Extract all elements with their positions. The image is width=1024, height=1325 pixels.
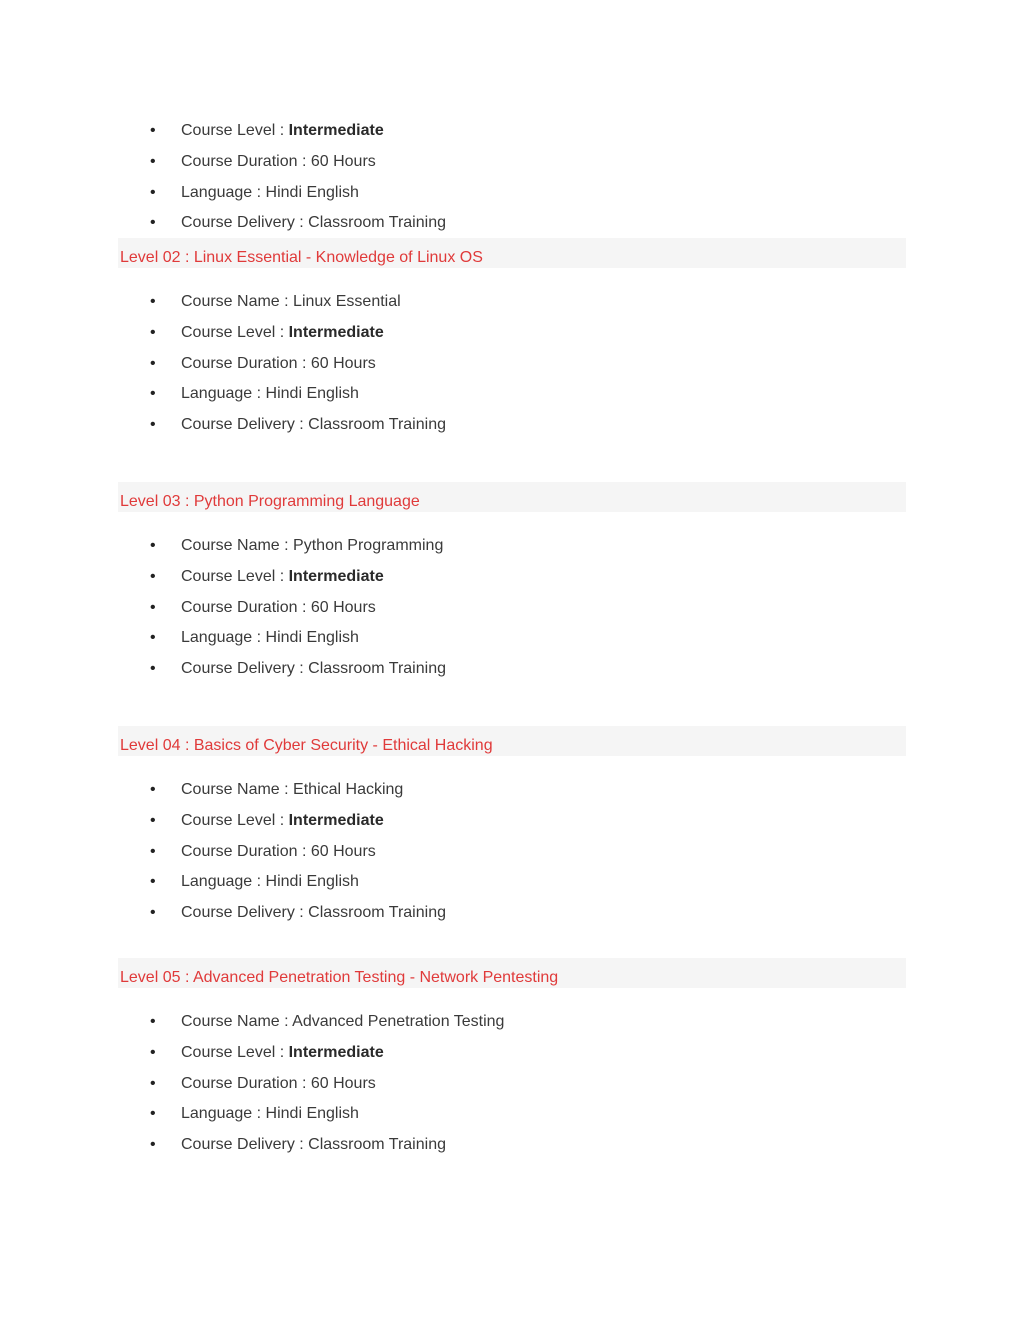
list-item [0, 562, 1024, 593]
item-value: 60 Hours [310, 598, 376, 616]
list-item [0, 410, 1024, 441]
section-heading: Level 05 : Advanced Penetration Testing - Network Pentesting [118, 958, 906, 988]
item-value: Classroom Training [308, 416, 446, 433]
item-value: Hindi English [265, 183, 359, 201]
list-item [0, 654, 1024, 685]
item-value: Python Programming [293, 537, 444, 554]
section-heading: Level 03 : Python Programming Language [118, 482, 906, 512]
item-value: Linux Essential [293, 293, 401, 310]
bullet-icon [150, 349, 158, 380]
item-value: Intermediate [288, 323, 384, 341]
item-value: Intermediate [288, 811, 384, 829]
list-item [0, 349, 1024, 380]
item-label: Course Duration : [181, 152, 311, 170]
list-item [0, 208, 1024, 239]
item-label: Course Delivery : [181, 1136, 309, 1153]
item-label: Course Delivery : [181, 904, 309, 921]
list-item [0, 867, 1024, 898]
item-value: 60 Hours [310, 354, 376, 372]
bullet-icon [150, 867, 158, 898]
item-label: Course Level : [181, 811, 289, 829]
list-item [0, 1038, 1024, 1069]
bullet-icon [150, 1038, 158, 1069]
item-value: 60 Hours [310, 842, 376, 860]
section-heading: Level 04 : Basics of Cyber Security - Ethical Hacking [118, 726, 906, 756]
list-item [0, 623, 1024, 654]
list-item [0, 147, 1024, 178]
bullet-icon [150, 806, 158, 837]
item-value: Advanced Penetration Testing [292, 1013, 505, 1030]
course-details-list [0, 1007, 1024, 1161]
item-value: Hindi English [265, 629, 359, 647]
list-item [0, 379, 1024, 410]
bullet-icon [150, 318, 158, 349]
item-value: Classroom Training [308, 214, 446, 232]
bullet-icon [150, 898, 158, 929]
bullet-icon [150, 562, 158, 593]
list-item [0, 775, 1024, 806]
bullet-icon [150, 116, 158, 147]
bullet-icon [150, 1130, 158, 1161]
item-value: Ethical Hacking [293, 781, 404, 798]
item-label: Course Delivery : [181, 660, 309, 677]
list-item [0, 531, 1024, 562]
item-label: Course Level : [181, 567, 289, 585]
item-label: Course Level : [181, 1043, 289, 1061]
item-value: Hindi English [265, 873, 359, 891]
item-label: Course Delivery : [181, 416, 309, 433]
item-value: Classroom Training [308, 1136, 446, 1153]
bullet-icon [150, 379, 158, 410]
list-item [0, 116, 1024, 147]
item-label: Course Duration : [181, 842, 311, 860]
item-label: Course Level : [181, 122, 289, 139]
list-item [0, 1099, 1024, 1130]
bullet-icon [150, 1007, 158, 1038]
bullet-icon [150, 178, 158, 209]
list-item [0, 898, 1024, 929]
bullet-icon [150, 531, 158, 562]
item-label: Course Level : [181, 323, 289, 341]
bullet-icon [150, 1099, 158, 1130]
bullet-icon [150, 593, 158, 624]
item-label: Course Name : [181, 293, 294, 310]
list-item [0, 1069, 1024, 1100]
item-label: Language : [181, 385, 266, 403]
course-details-list [0, 531, 1024, 685]
item-value: Intermediate [288, 567, 384, 585]
item-label: Course Duration : [181, 1074, 311, 1092]
bullet-icon [150, 208, 158, 239]
list-item [0, 287, 1024, 318]
item-label: Course Duration : [181, 354, 311, 372]
list-item [0, 1130, 1024, 1161]
list-item [0, 593, 1024, 624]
list-item [0, 837, 1024, 868]
item-label: Course Name : [181, 537, 294, 554]
item-label: Course Name : [181, 781, 294, 798]
list-item [0, 318, 1024, 349]
item-label: Course Duration : [181, 598, 311, 616]
item-label: Course Name : [181, 1013, 293, 1030]
item-label: Language : [181, 183, 266, 201]
bullet-icon [150, 654, 158, 685]
bullet-icon [150, 410, 158, 441]
item-label: Language : [181, 873, 266, 891]
section-heading: Level 02 : Linux Essential - Knowledge of Linux OS [118, 238, 906, 268]
bullet-icon [150, 837, 158, 868]
bullet-icon [150, 1069, 158, 1100]
item-label: Language : [181, 629, 266, 647]
course-details-list [0, 775, 1024, 929]
item-label: Course Delivery : [181, 214, 309, 232]
item-value: 60 Hours [310, 1074, 376, 1092]
bullet-icon [150, 287, 158, 318]
course-details-list [0, 116, 1024, 239]
item-value: 60 Hours [310, 152, 376, 170]
course-details-list [0, 287, 1024, 441]
item-value: Intermediate [288, 122, 384, 139]
bullet-icon [150, 623, 158, 654]
list-item [0, 806, 1024, 837]
item-value: Intermediate [288, 1043, 384, 1061]
item-value: Classroom Training [308, 660, 446, 677]
item-label: Language : [181, 1105, 266, 1123]
list-item [0, 178, 1024, 209]
item-value: Hindi English [265, 1105, 359, 1123]
item-value: Classroom Training [308, 904, 446, 921]
item-value: Hindi English [265, 385, 359, 403]
bullet-icon [150, 775, 158, 806]
bullet-icon [150, 147, 158, 178]
list-item [0, 1007, 1024, 1038]
